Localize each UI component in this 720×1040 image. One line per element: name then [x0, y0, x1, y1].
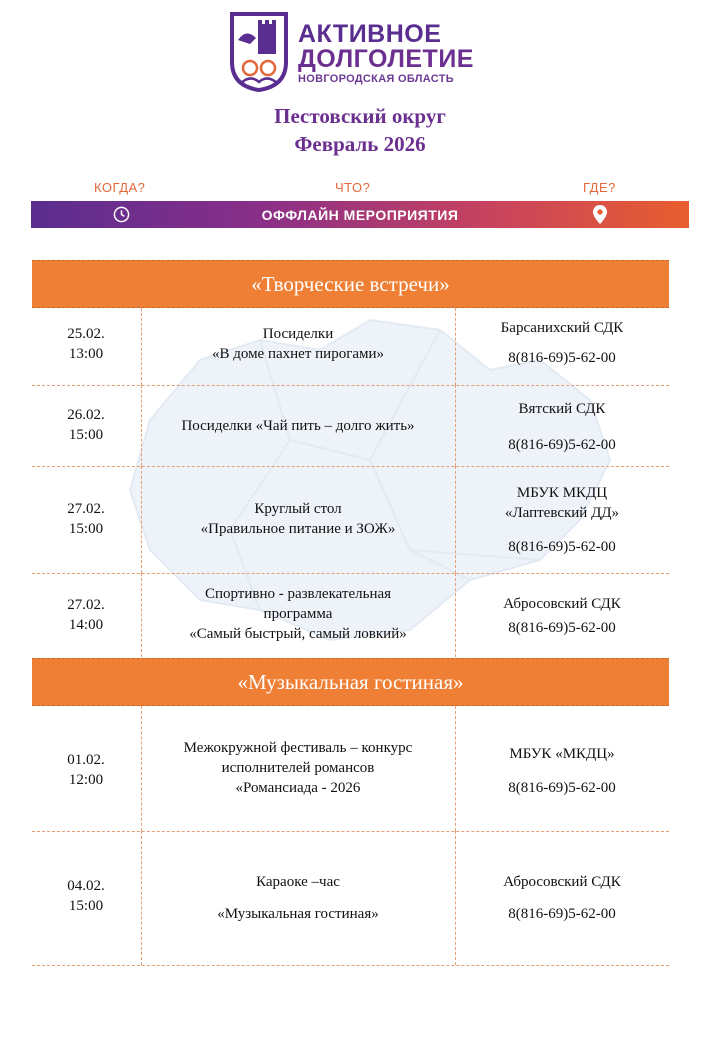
event-time: 14:00 — [68, 617, 104, 633]
table-row — [32, 308, 669, 386]
table-row — [32, 573, 669, 657]
event-name-line: «Самый быстрый, самый ловкий» — [189, 626, 407, 642]
column-labels — [0, 180, 720, 198]
event-place: Вятский СДК — [518, 401, 606, 417]
event-phone: 8(816-69)5-62-00 — [508, 906, 616, 922]
event-name-line: «Музыкальная гостиная» — [217, 906, 379, 922]
event-name-line: «Правильное питание и ЗОЖ» — [200, 521, 396, 537]
section-header-music-lounge: «Музыкальная гостиная» — [32, 658, 669, 706]
event-time: 13:00 — [68, 346, 104, 362]
event-date: 01.02. — [67, 752, 105, 768]
banner-title: ОФФЛАЙН МЕРОПРИЯТИЯ — [261, 207, 459, 223]
table-row — [32, 466, 669, 574]
logo-line-3: НОВГОРОДСКАЯ ОБЛАСТЬ — [298, 73, 454, 85]
event-name-line: Межокружной фестиваль – конкурс — [183, 740, 413, 756]
event-date: 27.02. — [67, 597, 105, 613]
label-what: ЧТО? — [335, 180, 371, 195]
district-title: Пестовский округ — [274, 104, 446, 128]
month-title: Февраль 2026 — [294, 132, 426, 156]
event-name-line: Посиделки «Чай пить – долго жить» — [181, 418, 415, 434]
event-date: 04.02. — [67, 878, 105, 894]
event-place: МБУК МКДЦ — [516, 485, 608, 501]
event-place: Абросовский СДК — [503, 874, 621, 890]
event-time: 12:00 — [68, 772, 104, 788]
event-name-line: Посиделки — [262, 326, 334, 342]
event-date: 26.02. — [67, 407, 105, 423]
event-date: 25.02. — [67, 326, 105, 342]
event-place: Барсанихский СДК — [500, 320, 624, 336]
event-place: Абросовский СДК — [503, 596, 621, 612]
event-name-line: Караоке –час — [256, 874, 340, 890]
event-time: 15:00 — [68, 898, 104, 914]
table-row — [32, 385, 669, 467]
event-phone: 8(816-69)5-62-00 — [508, 539, 616, 555]
event-name-line: Круглый стол — [254, 501, 342, 517]
label-where: ГДЕ? — [583, 180, 616, 195]
logo-line-1: АКТИВНОЕ — [298, 20, 442, 48]
table-row — [32, 706, 669, 832]
event-name-line: Спортивно - развлекательная — [204, 586, 392, 602]
table-row — [32, 831, 669, 966]
event-date: 27.02. — [67, 501, 105, 517]
event-place: МБУК «МКДЦ» — [509, 746, 615, 762]
event-phone: 8(816-69)5-62-00 — [508, 437, 616, 453]
logo-line-2: ДОЛГОЛЕТИЕ — [298, 45, 474, 73]
event-time: 15:00 — [68, 521, 104, 537]
offline-events-banner — [31, 201, 689, 228]
logo-emblem-icon — [228, 10, 290, 92]
label-when: КОГДА? — [94, 180, 146, 195]
event-phone: 8(816-69)5-62-00 — [508, 780, 616, 796]
section-header-creative-meetings: «Творческие встречи» — [32, 260, 669, 308]
event-name-line: «В доме пахнет пирогами» — [211, 346, 385, 362]
event-phone: 8(816-69)5-62-00 — [508, 350, 616, 366]
event-name-line: исполнителей романсов — [221, 760, 375, 776]
event-name-line: «Романсиада - 2026 — [235, 780, 361, 796]
event-name-line: программа — [263, 606, 333, 622]
event-phone: 8(816-69)5-62-00 — [508, 620, 616, 636]
event-place: «Лаптевский ДД» — [504, 505, 620, 521]
event-time: 15:00 — [68, 427, 104, 443]
brand-logo — [228, 10, 498, 94]
location-pin-icon — [593, 205, 607, 224]
